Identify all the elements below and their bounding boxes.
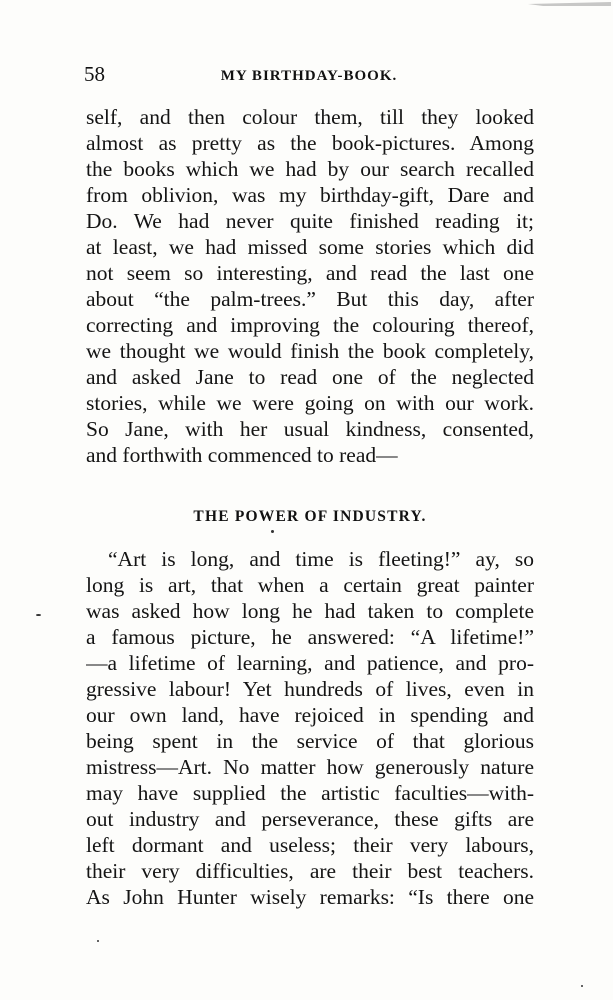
print-speck: [36, 614, 41, 616]
text-line: almost as pretty as the book-pictures. Among: [86, 131, 534, 155]
text-line: a famous picture, he answered: “A lifetime!”: [86, 625, 534, 649]
text-line: from oblivion, was my birthday-gift, Dare and: [86, 183, 534, 207]
page-edge-smudge: [523, 0, 613, 8]
page-number: 58: [84, 62, 105, 86]
text-line: may have supplied the artistic faculties—with-: [86, 781, 534, 805]
text-line: mistress—Art. No matter how generously nature: [86, 755, 534, 779]
text-line: stories, while we were going on with our work.: [86, 391, 534, 415]
section-title: THE POWER OF INDUSTRY.: [193, 508, 427, 525]
text-line: Do. We had never quite finished reading it;: [86, 209, 534, 233]
text-line: —a lifetime of learning, and patience, and pro-: [86, 651, 534, 675]
text-line: correcting and improving the colouring thereof,: [86, 313, 534, 337]
text-line: As John Hunter wisely remarks: “Is there one: [86, 885, 534, 909]
text-line: long is art, that when a certain great painter: [86, 573, 534, 597]
page-header: [84, 62, 534, 92]
body-paragraph-2: [86, 546, 534, 910]
print-speck: [581, 985, 583, 987]
text-line: at least, we had missed some stories which did: [86, 235, 534, 259]
text-line: was asked how long he had taken to complete: [86, 599, 534, 623]
text-line: gressive labour! Yet hundreds of lives, even in: [86, 677, 534, 701]
body-paragraph-1: [86, 104, 534, 468]
print-speck: [97, 940, 99, 942]
text-line: and asked Jane to read one of the neglected: [86, 365, 534, 389]
text-line: about “the palm-trees.” But this day, after: [86, 287, 534, 311]
text-line: we thought we would finish the book completely,: [86, 339, 534, 363]
print-speck: [271, 530, 274, 533]
running-head: MY BIRTHDAY-BOOK.: [220, 68, 398, 84]
text-line: our own land, have rejoiced in spending and: [86, 703, 534, 727]
text-line: being spent in the service of that glorious: [86, 729, 534, 753]
text-line: out industry and perseverance, these gifts are: [86, 807, 534, 831]
text-line: their very difficulties, are their best teachers.: [86, 859, 534, 883]
text-line: self, and then colour them, till they looked: [86, 105, 534, 129]
text-line: left dormant and useless; their very labours,: [86, 833, 534, 857]
text-line: not seem so interesting, and read the last one: [86, 261, 534, 285]
text-line: the books which we had by our search recalled: [86, 157, 534, 181]
text-line: “Art is long, and time is fleeting!” ay, so: [108, 547, 534, 571]
text-line: and forthwith commenced to read—: [86, 443, 398, 467]
text-line: So Jane, with her usual kindness, consented,: [86, 417, 534, 441]
